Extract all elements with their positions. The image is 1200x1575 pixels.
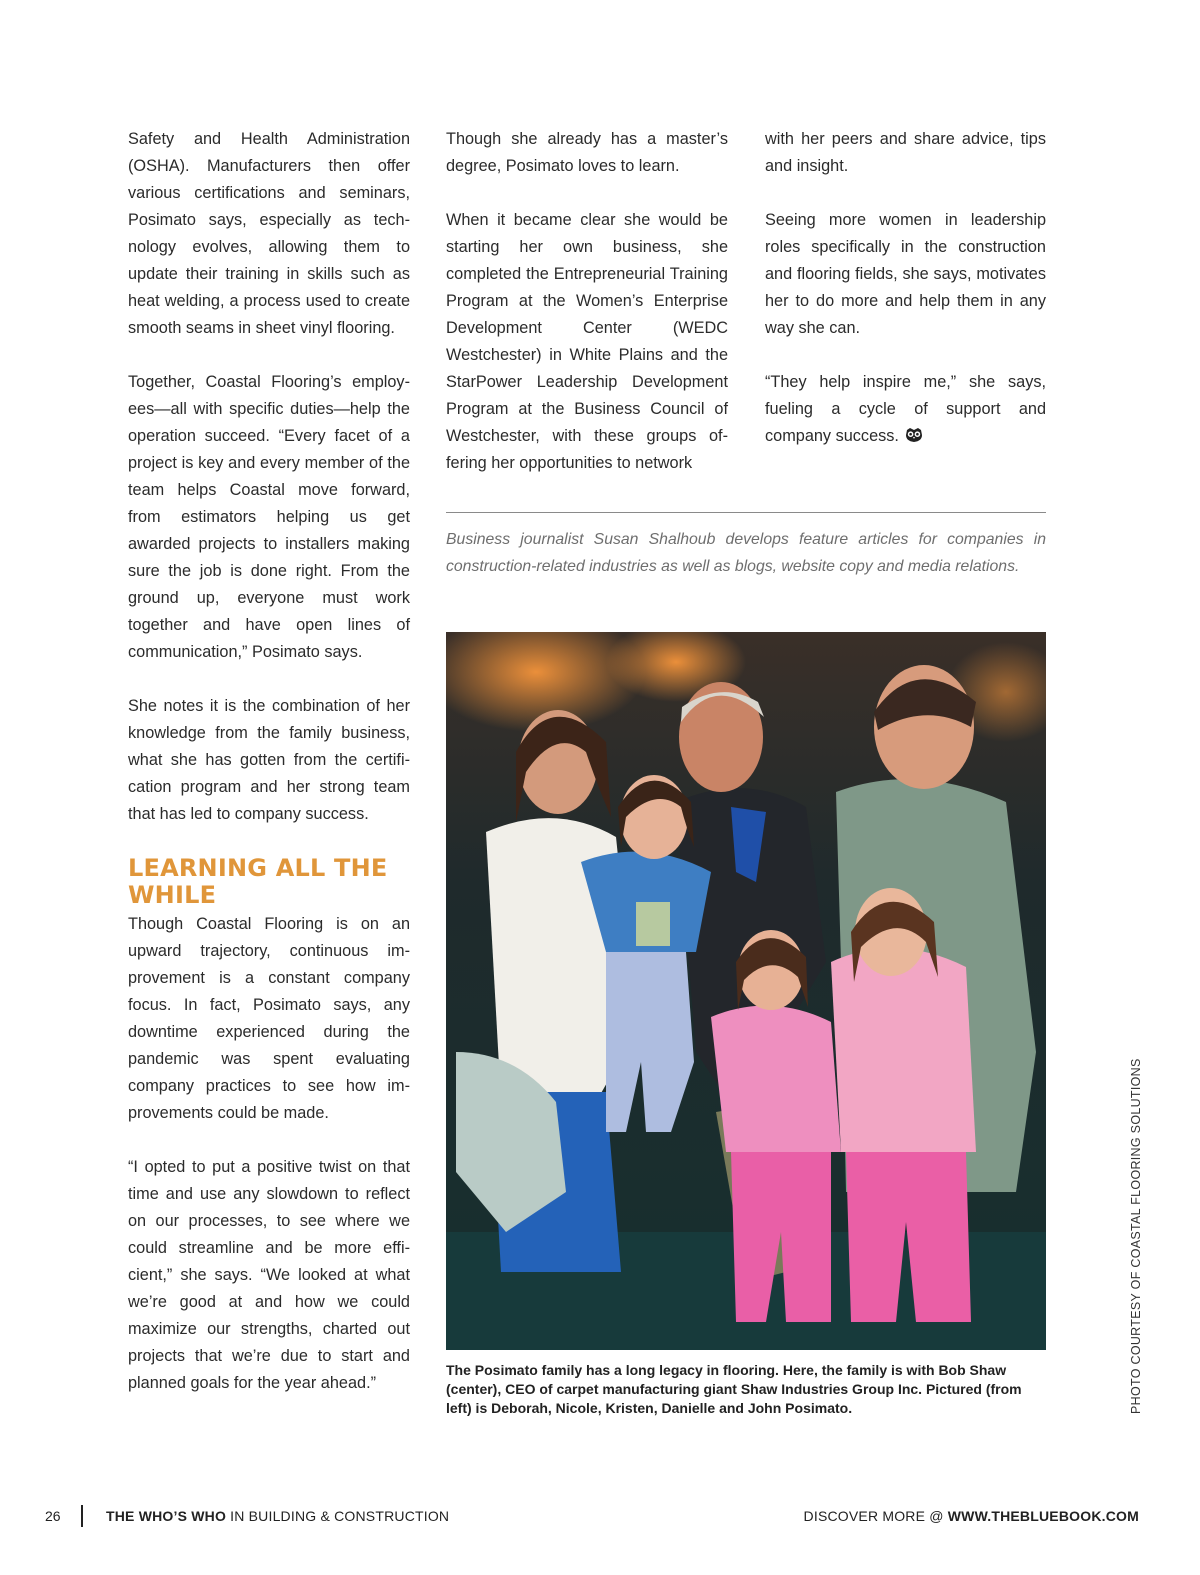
section-subhead: LEARNING ALL THE WHILE: [128, 854, 388, 909]
bio-divider: [446, 512, 1046, 513]
body-paragraph: with her peers and share advice, tips and insight.: [765, 130, 1046, 175]
body-paragraph: Safety and Health Administration (OSHA). Manufacturers then offer various certifications and seminars, Posimato says, especially as technology evolves, allowing them to update their training in skills such as heat welding, a process used to create smooth seams in sheet vinyl flooring.: [128, 130, 410, 337]
closing-paragraph: [765, 369, 1046, 452]
discover-prefix: DISCOVER MORE @: [803, 1508, 948, 1524]
publication-title-bold: THE WHO’S WHO: [106, 1508, 227, 1524]
article-column-2: [446, 126, 728, 477]
body-paragraph: “I opted to put a positive twist on that time and use any slowdown to reflect on our processes, to see where we could streamline and be more efficient,” she says. “We looked at what we’re good at and how we could maximize our strengths, charted out projects that we’re due to start and planned goals for the year ahead.”: [128, 1158, 410, 1392]
photo-caption: The Posimato family has a long legacy in flooring. Here, the family is with Bob Shaw (center), CEO of carpet manufacturing giant Shaw Industries Group Inc. Pictured (from left) is Deborah, Nicole, Kristen, Danielle and John Posimato.: [446, 1362, 1022, 1416]
author-bio: Business journalist Susan Shalhoub develops feature articles for companies in construction-related industries as well as blogs, website copy and media relations.: [446, 531, 1046, 575]
photo-credit: PHOTO COURTESY OF COASTAL FLOORING SOLUTIONS: [1129, 1058, 1143, 1414]
publication-title: [106, 1508, 449, 1524]
publication-title-rest: IN BUILDING & CONSTRUCTION: [226, 1508, 450, 1524]
article-column-1: [128, 126, 410, 1397]
body-paragraph: Though she already has a master’s degree, Posimato loves to learn.: [446, 130, 728, 175]
page-footer: [0, 1502, 1200, 1532]
page-number: 26: [45, 1508, 61, 1524]
article-column-3: [765, 126, 1046, 452]
body-paragraph: Together, Coastal Flooring’s employees—all with specific duties—help the operation succeed. “Every facet of a project is key and every member of the team helps Coastal move forward, from estimators helping us get awarded projects to installers making sure the job is done right. From the ground up, everyone must work together and have open lines of communication,” Posimato says.: [128, 373, 410, 661]
closing-paragraph-text: “They help inspire me,” she says, fueling a cycle of support and company success.: [765, 373, 1046, 445]
body-paragraph: Though Coastal Flooring is on an upward trajectory, continuous improvement is a constant company focus. In fact, Posimato says, any downtime experienced during the pandemic was spent evaluating company practices to see how improvements could be made.: [128, 915, 410, 1122]
owl-end-mark-icon: [905, 425, 923, 452]
footer-divider: [81, 1505, 83, 1527]
discover-more-link[interactable]: [804, 1508, 1139, 1524]
website-url[interactable]: WWW.THEBLUEBOOK.COM: [947, 1508, 1139, 1524]
body-paragraph: She notes it is the combination of her knowledge from the family business, what she has gotten from the certification program and her strong team that has led to company success.: [128, 697, 410, 823]
family-photo: [446, 632, 1046, 1350]
body-paragraph: When it became clear she would be starting her own business, she completed the Entrepreneurial Training Program at the Women’s Enterprise Development Center (WEDC Westchester) in White Plains and the StarPower Leadership Development Program at the Business Council of Westchester, with these groups offering her opportunities to network: [446, 211, 728, 472]
body-paragraph: Seeing more women in leadership roles specifically in the construction and flooring fields, she says, motivates her to do more and help them in any way she can.: [765, 211, 1046, 337]
